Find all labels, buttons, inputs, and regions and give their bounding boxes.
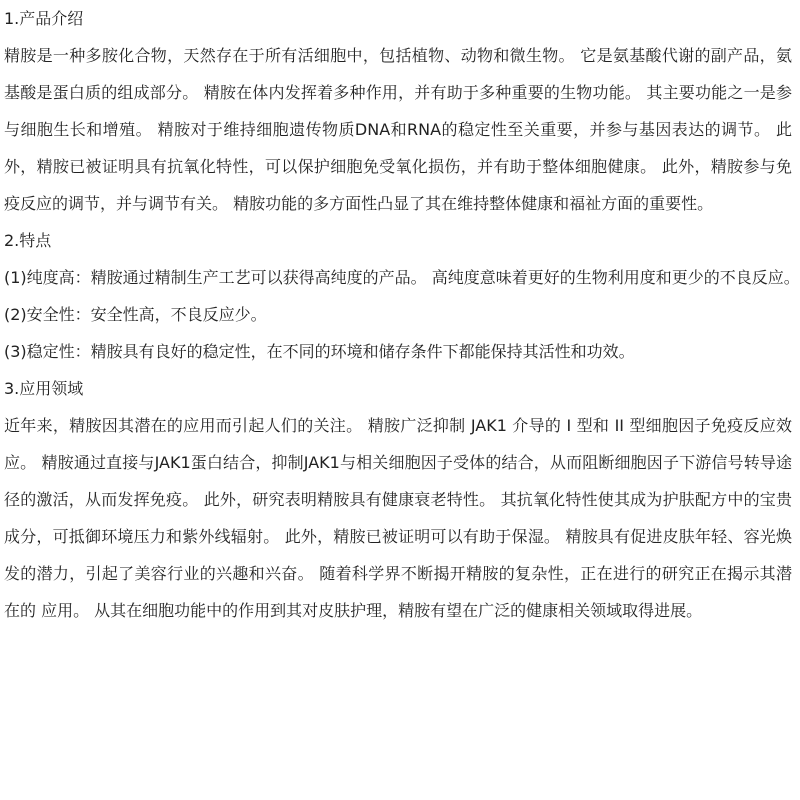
section-heading-features: 2.特点 xyxy=(4,231,52,250)
feature-item-safety: (2)安全性：安全性高，不良反应少。 xyxy=(4,305,267,324)
section-heading-applications: 3.应用领域 xyxy=(4,379,84,398)
section-heading-product-intro: 1.产品介绍 xyxy=(4,9,84,28)
section-body-applications: 近年来，精胺因其潜在的应用而引起人们的关注。 精胺广泛抑制 JAK1 介导的 I 型和 II 型细胞因子免疫反应效应。 精胺通过直接与JAK1蛋白结合，抑制JAK1与相关细胞因子受体的结合，从而阻断细胞因子下游信号转导途径的激活，从而发挥免疫。 此外，研究表明精胺具有健康衰老特性。 其抗氧化特性使其成为护肤配方中的宝贵成分，可抵御环境压力和紫外线辐射。 此外，精胺已被证明可以有助于保湿。 精胺具有促进皮肤年轻、容光焕发的潜力，引起了美容行业的兴趣和兴奋。 随着科学界不断揭开精胺的复杂性，正在进行的研究正在揭示其潜在的 应用。 从其在细胞功能中的作用到其对皮肤护理，精胺有望在广泛的健康相关领域取得进展。 xyxy=(4,416,792,620)
feature-item-stability: (3)稳定性：精胺具有良好的稳定性，在不同的环境和储存条件下都能保持其活性和功效。 xyxy=(4,342,635,361)
section-body-product-intro: 精胺是一种多胺化合物，天然存在于所有活细胞中，包括植物、动物和微生物。 它是氨基酸代谢的副产品，氨基酸是蛋白质的组成部分。 精胺在体内发挥着多种作用，并有助于多种重要的生物功能。 其主要功能之一是参与细胞生长和增殖。 精胺对于维持细胞遗传物质DNA和RNA的稳定性至关重要，并参与基因表达的调节。 此外，精胺已被证明具有抗氧化特性，可以保护细胞免受氧化损伤，并有助于整体细胞健康。 此外，精胺参与免疫反应的调节，并与调节有关。 精胺功能的多方面性凸显了其在维持整体健康和福祉方面的重要性。 xyxy=(4,46,792,213)
document xyxy=(4,0,800,629)
feature-item-purity: (1)纯度高：精胺通过精制生产工艺可以获得高纯度的产品。 高纯度意味着更好的生物利用度和更少的不良反应。 xyxy=(4,268,800,287)
